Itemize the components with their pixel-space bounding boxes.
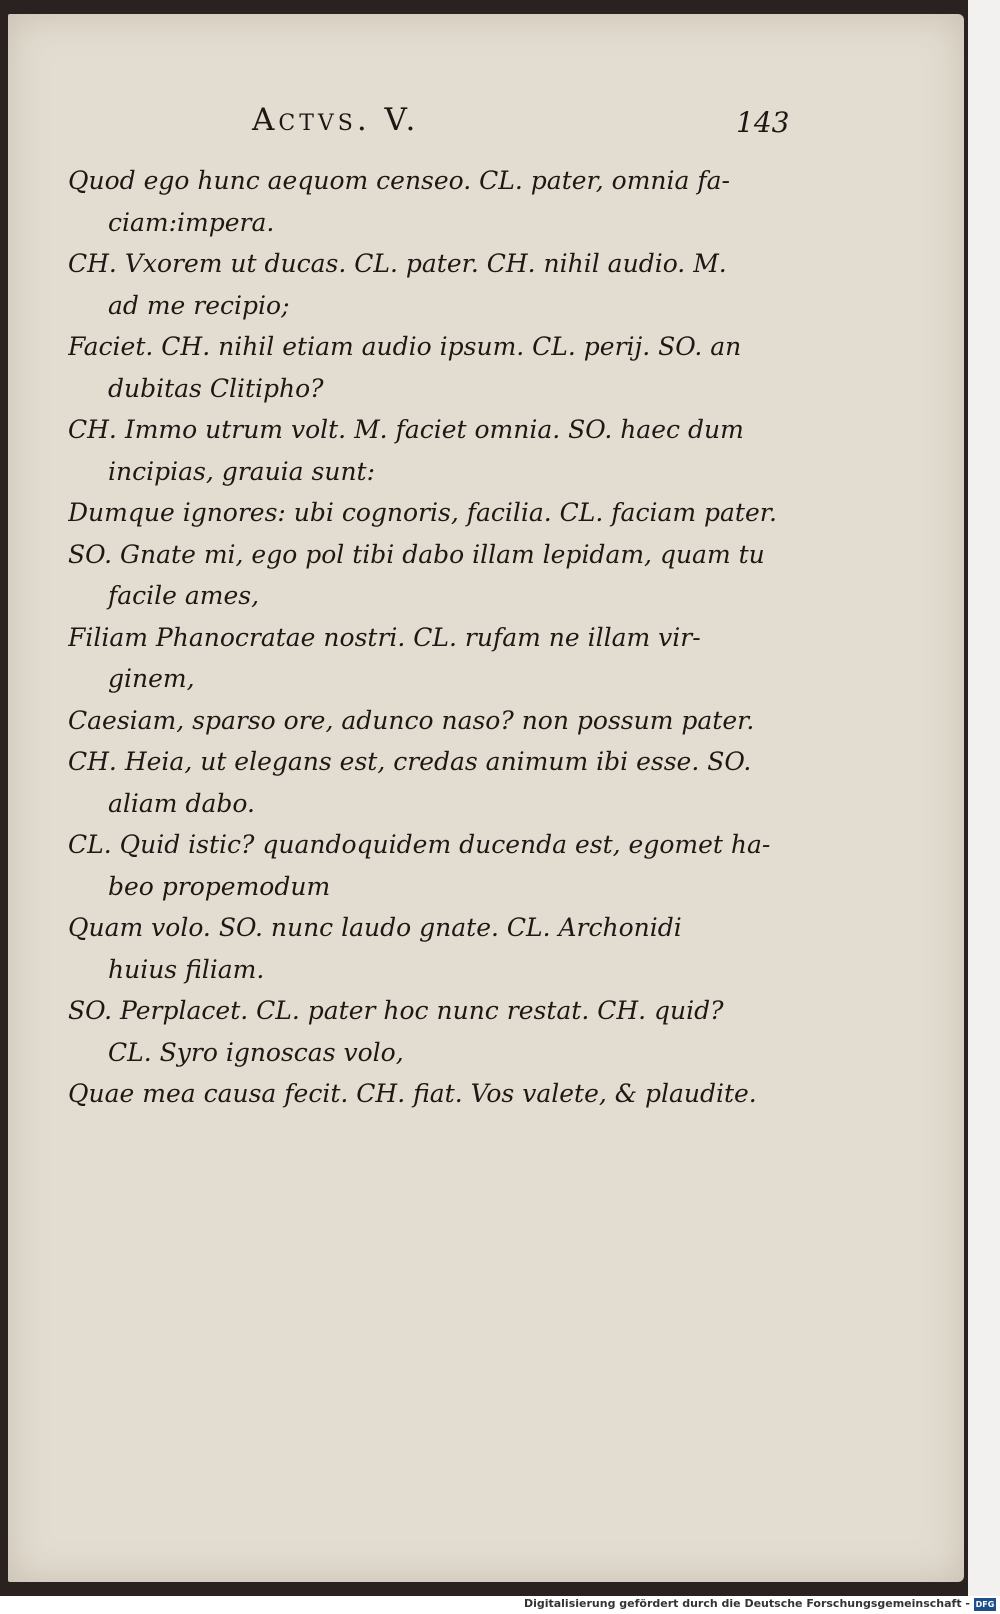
text-line: Filiam Phanocratae nostri. CL. rufam ne illam vir- <box>68 622 701 652</box>
running-title: Actvs. V. <box>252 102 420 138</box>
text-line: Quae mea causa fecit. CH. fiat. Vos valete, & plaudite. <box>68 1079 757 1108</box>
text-line: CH. Heia, ut elegans est, credas animum ibi esse. SO. <box>68 747 752 776</box>
text-line: incipias, grauia sunt: <box>108 456 376 486</box>
book-page <box>8 14 964 1582</box>
text-line: ad me recipio; <box>108 290 290 320</box>
text-line: CH. Vxorem ut ducas. CL. pater. CH. nihil audio. M. <box>68 249 727 278</box>
page-number: 143 <box>736 106 790 139</box>
text-line: Caesiam, sparso ore, adunco naso? non possum pater. <box>68 705 755 735</box>
text-line: ginem, <box>108 664 195 693</box>
text-line: SO. Perplacet. CL. pater hoc nunc restat. CH. quid? <box>68 996 724 1025</box>
running-head <box>8 102 964 152</box>
text-line: beo propemodum <box>108 871 331 901</box>
text-line: Faciet. CH. nihil etiam audio ipsum. CL. perij. SO. an <box>68 332 742 361</box>
text-line: Quam volo. SO. nunc laudo gnate. CL. Archonidi <box>68 913 682 942</box>
text-line: facile ames, <box>108 581 260 610</box>
text-line: Quod ego hunc aequom censeo. CL. pater, omnia fa- <box>68 166 730 195</box>
text-line: dubitas Clitipho? <box>108 373 324 403</box>
text-line: Dumque ignores: ubi cognoris, facilia. CL. faciam pater. <box>68 498 777 527</box>
text-line: huius filiam. <box>108 954 265 984</box>
text-line: aliam dabo. <box>108 788 255 818</box>
footer-bar <box>0 1596 1000 1614</box>
text-block <box>68 160 793 1115</box>
text-line: CL. Quid istic? quandoquidem ducenda est, egomet ha- <box>68 830 771 859</box>
dfg-logo-icon: DFG <box>975 1600 995 1609</box>
text-line: CH. Immo utrum volt. M. faciet omnia. SO. haec dum <box>68 415 744 444</box>
text-line: SO. Gnate mi, ego pol tibi dabo illam lepidam, quam tu <box>68 539 765 569</box>
text-line: ciam:impera. <box>108 207 275 237</box>
text-line: CL. Syro ignoscas volo, <box>108 1037 404 1067</box>
funding-credit: Digitalisierung gefördert durch die Deutsche Forschungsgemeinschaft - <box>523 1597 970 1610</box>
